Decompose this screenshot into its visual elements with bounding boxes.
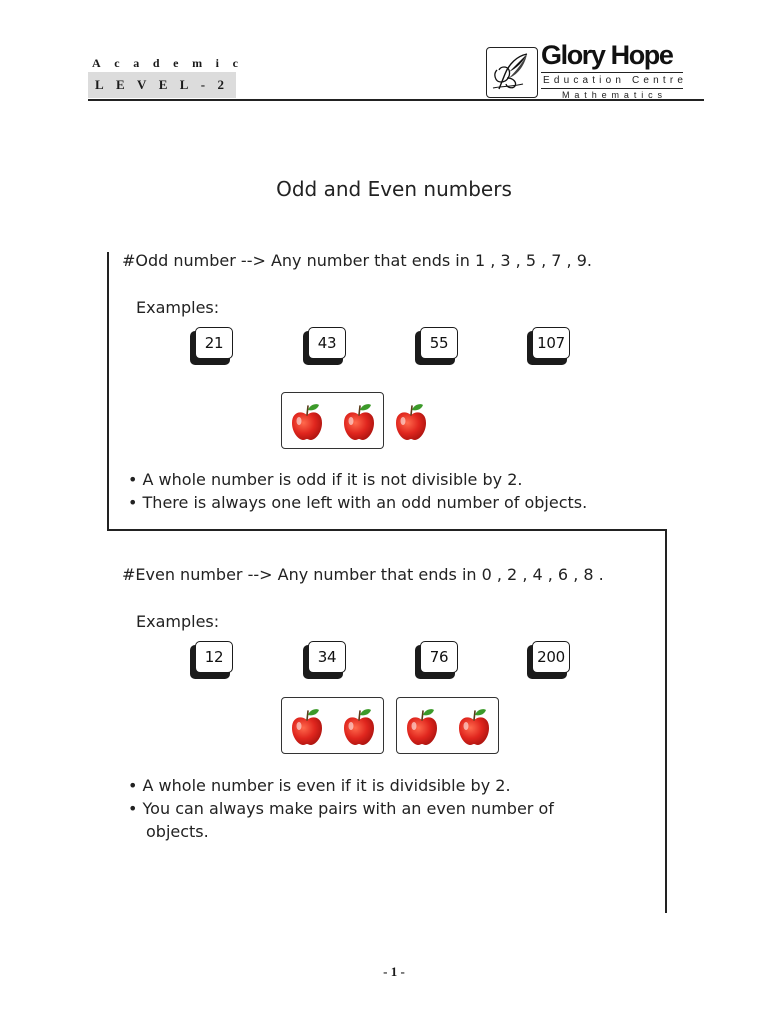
level-letter: 2 [217,77,224,92]
brand-subject-letter: s [657,90,662,100]
odd-card [190,327,236,367]
academic-letter: c [232,56,238,70]
academic-label [92,56,238,71]
brand-subtitle-letter: E [543,75,550,86]
brand-rule-bottom [541,88,683,89]
section-divider [107,529,667,531]
card-number: 55 [420,327,458,359]
brand-subtitle [543,75,683,86]
level-letter: V [137,77,147,92]
even-card [415,641,461,681]
brand-subject-letter: M [562,90,570,100]
brand-subject-letter: a [623,90,629,100]
odd-card [527,327,573,367]
quill-logo-icon [487,48,536,96]
brand-subject-letter: t [633,90,637,100]
brand-subtitle-letter: t [662,75,666,86]
card-number: 43 [308,327,346,359]
academic-letter: i [215,56,220,70]
card-number: 12 [195,641,233,673]
even-section-right-border [665,529,667,913]
apple-icon [342,402,376,442]
page-title: Odd and Even numbers [276,177,512,201]
brand-subtitle-letter: c [573,75,579,86]
card-number: 107 [532,327,570,359]
brand-subtitle-letter: n [615,75,621,86]
odd-section-left-border [107,252,109,530]
page-number: - 1 - [383,964,405,979]
brand-subtitle-letter: i [599,75,602,86]
even-bullet: • A whole number is even if it is dividsible by 2. [128,776,511,795]
odd-definition: #Odd number --> Any number that ends in 1 , 3 , 5 , 7 , 9. [122,251,592,270]
academic-letter: c [114,56,120,70]
brand-subject-letter: i [641,90,644,100]
brand-subtitle-letter [625,75,628,86]
odd-card [415,327,461,367]
even-examples-label: Examples: [136,612,220,631]
academic-letter: e [173,56,179,70]
brand-subtitle-letter: n [653,75,659,86]
brand-subtitle-letter: u [563,75,570,86]
even-bullet: • You can always make pairs with an even number of [128,799,554,818]
brand-subject-letter: e [601,90,607,100]
apple-icon [290,402,324,442]
brand-subtitle-letter: C [632,75,640,86]
apple-icon [394,402,428,442]
brand-name: Glory Hope [541,40,673,70]
brand-subject-letter: t [584,90,587,100]
brand-subject-letter: h [591,90,597,100]
brand-rule-top [541,72,683,73]
level-letter: E [116,77,125,92]
level-letter: - [200,77,206,92]
card-number: 200 [532,641,570,673]
odd-examples-label: Examples: [136,298,220,317]
brand-subtitle-letter: a [582,75,589,86]
card-number: 76 [420,641,458,673]
brand-subject [562,90,662,100]
odd-bullet: • A whole number is odd if it is not divisible by 2. [128,470,523,489]
level-letter: L [179,77,189,92]
brand-subtitle-letter: o [605,75,612,86]
odd-card [303,327,349,367]
even-card [303,641,349,681]
academic-letter: A [92,56,101,70]
brand-subtitle-letter: e [677,75,683,86]
level-label [88,72,236,98]
apple-icon [290,707,324,747]
brand-subtitle-letter: d [553,75,560,86]
academic-letter: d [152,56,160,70]
card-number: 21 [195,327,233,359]
academic-letter: a [133,56,140,70]
apple-icon [405,707,439,747]
even-bullet-continuation: objects. [146,822,209,841]
brand-subject-letter: c [648,90,653,100]
brand-subject-letter: m [611,90,620,100]
logo [486,47,538,98]
apple-icon [457,707,491,747]
apple-icon [342,707,376,747]
even-card [190,641,236,681]
level-letter: E [158,77,168,92]
level-letter: L [95,77,104,92]
brand-subtitle-letter: r [669,75,674,86]
brand-subtitle-letter: t [592,75,595,86]
odd-bullet: • There is always one left with an odd number of objects. [128,493,588,512]
even-card [527,641,573,681]
brand-subtitle-letter: e [643,75,649,86]
academic-letter: m [192,56,203,70]
brand-subject-letter: a [574,90,580,100]
card-number: 34 [308,641,346,673]
even-definition: #Even number --> Any number that ends in 0 , 2 , 4 , 6 , 8 . [122,565,604,584]
